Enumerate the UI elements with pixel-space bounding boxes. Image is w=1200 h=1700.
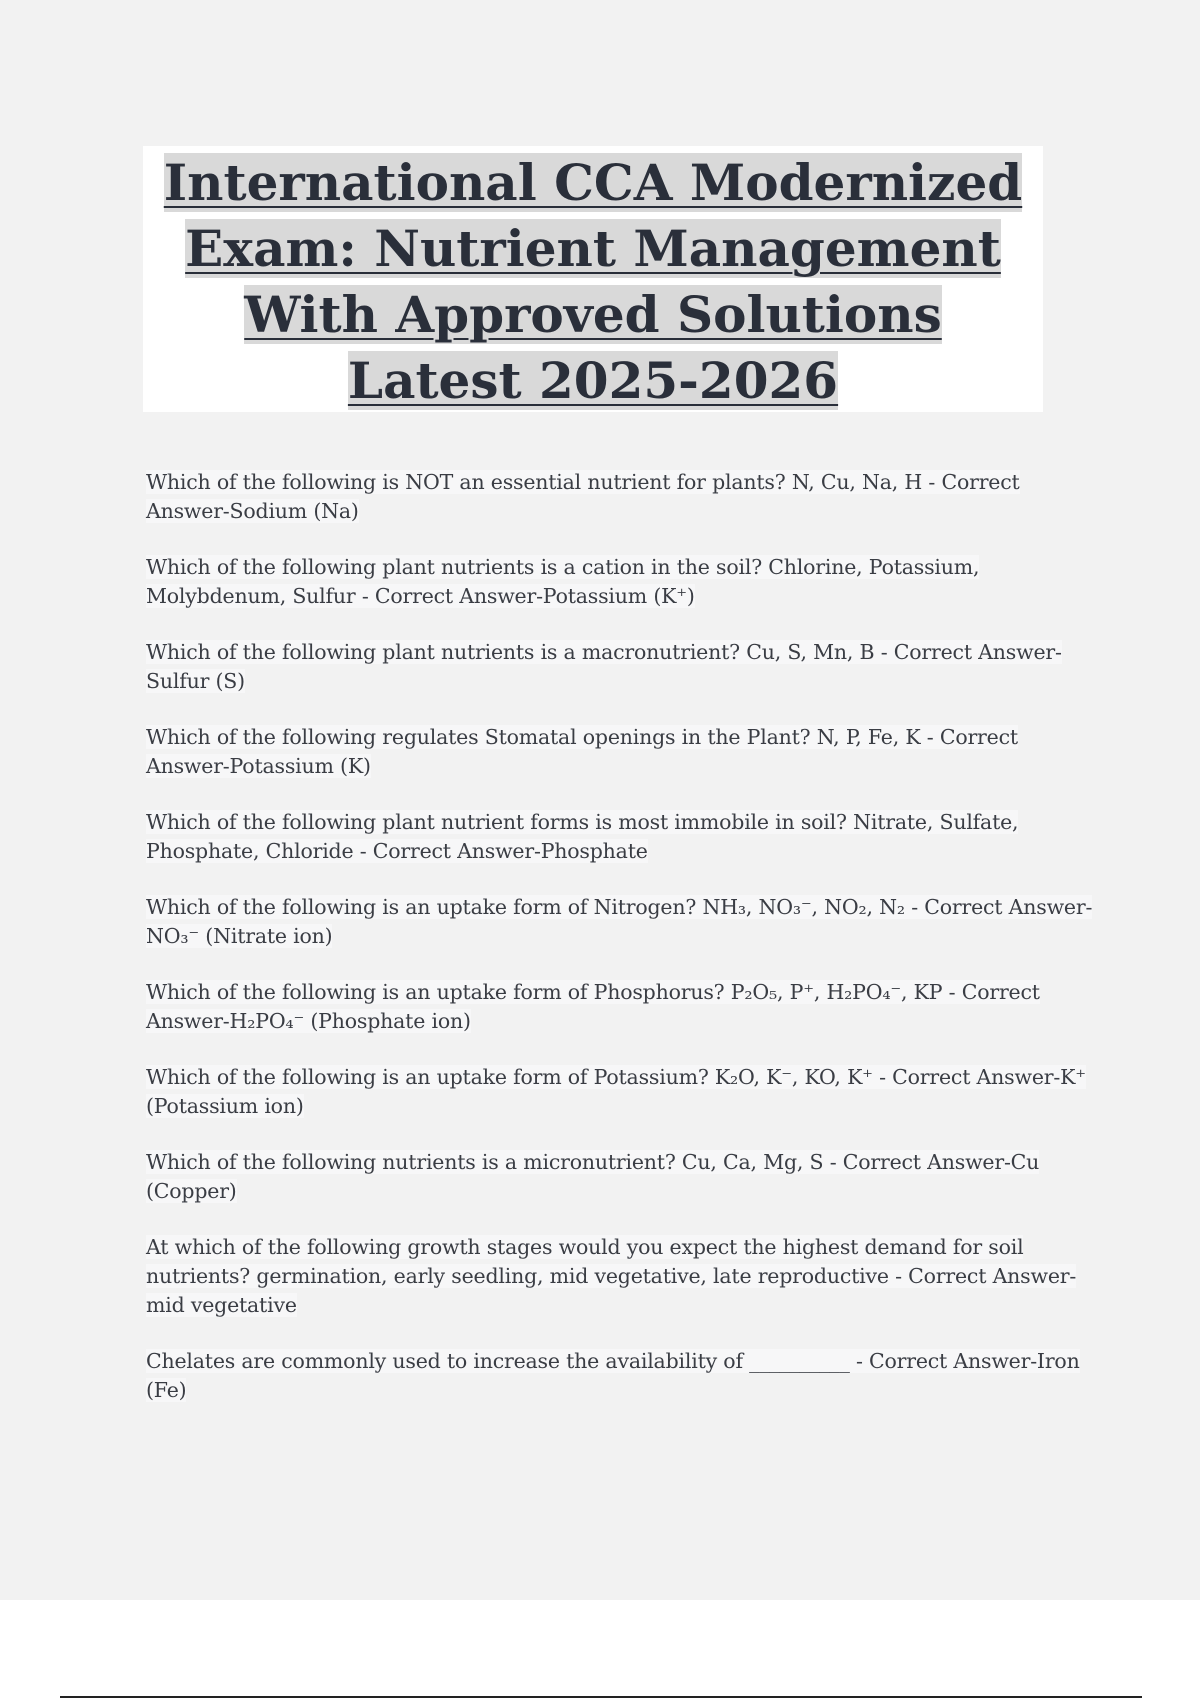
question-item: Chelates are commonly used to increase the availability of __________ - Correct Answer-Iron (Fe) xyxy=(146,1349,1080,1402)
title-line: With Approved Solutions xyxy=(244,285,942,344)
question-item: Which of the following is NOT an essential nutrient for plants? N, Cu, Na, H - Correct Answer-Sodium (Na) xyxy=(146,470,1020,523)
question-item: Which of the following is an uptake form of Phosphorus? P₂O₅, P⁺, H₂PO₄⁻, KP - Correct Answer-H₂PO₄⁻ (Phosphate ion) xyxy=(146,980,1040,1033)
question-item: Which of the following nutrients is a micronutrient? Cu, Ca, Mg, S - Correct Answer-Cu (Copper) xyxy=(146,1150,1040,1203)
title-line: Exam: Nutrient Management xyxy=(185,219,1001,278)
question-item: Which of the following plant nutrients is a cation in the soil? Chlorine, Potassium, Molybdenum, Sulfur - Correct Answer-Potassium (K⁺) xyxy=(146,555,980,608)
document-title xyxy=(143,146,1043,414)
question-list xyxy=(146,468,1096,1432)
title-box xyxy=(143,146,1043,412)
question-item: Which of the following plant nutrient forms is most immobile in soil? Nitrate, Sulfate, Phosphate, Chloride - Correct Answer-Phosphate xyxy=(146,810,1019,863)
question-item: Which of the following is an uptake form of Potassium? K₂O, K⁻, KO, K⁺ - Correct Answer-K⁺ (Potassium ion) xyxy=(146,1065,1086,1118)
title-line: International CCA Modernized xyxy=(163,153,1023,212)
question-item: Which of the following regulates Stomatal openings in the Plant? N, P, Fe, K - Correct Answer-Potassium (K) xyxy=(146,725,1018,778)
question-item: Which of the following is an uptake form of Nitrogen? NH₃, NO₃⁻, NO₂, N₂ - Correct Answer-NO₃⁻ (Nitrate ion) xyxy=(146,895,1093,948)
question-item: Which of the following plant nutrients is a macronutrient? Cu, S, Mn, B - Correct Answer-Sulfur (S) xyxy=(146,640,1062,693)
title-line: Latest 2025-2026 xyxy=(347,351,839,410)
question-item: At which of the following growth stages would you expect the highest demand for soil nutrients? germination, early seedling, mid vegetative, late reproductive - Correct Answer-mid vegetative xyxy=(146,1235,1077,1317)
footer-divider xyxy=(60,1696,1142,1698)
